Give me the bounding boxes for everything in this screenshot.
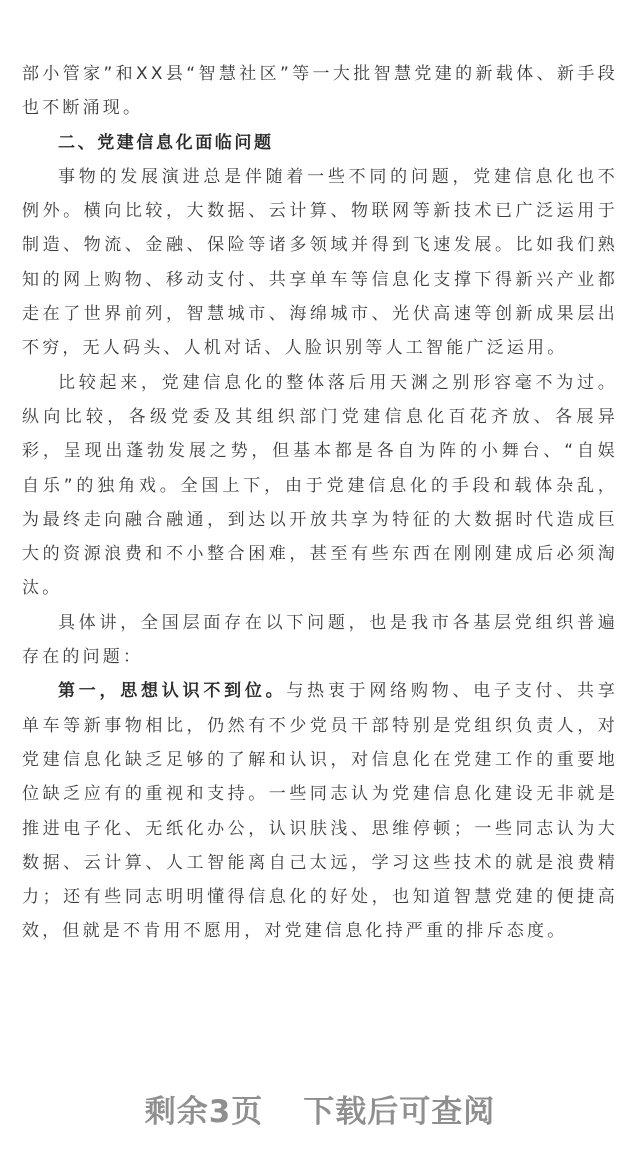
point-one-body: 与热衷于网络购物、电子支付、共享单车等新事物相比，仍然有不少党员干部特别是党组织负责人，对党建信息化缺乏足够的了解和认识，对信息化在党建工作的重要地位缺乏应有的重视和支持。一些同志认为党建信息化建设无非就是推进电子化、无纸化办公，认识肤浅、思维停顿；一些同志认为大数据、云计算、人工智能离自己太远，学习这些技术的就是浪费精力；还有些同志明明懂得信息化的好处，也知道智慧党建的便捷高效，但就是不肯用不愿用，对党建信息化持严重的排斥态度。 [22, 681, 618, 942]
section-heading: 二、党建信息化面临问题 [58, 132, 274, 153]
document-body [22, 57, 618, 949]
paragraph-specific: 具体讲，全国层面存在以下问题，也是我市各基层党组织普遍存在的问题： [22, 612, 618, 668]
paragraph-development: 事物的发展演进总是伴随着一些不同的问题，党建信息化也不例外。横向比较，大数据、云计算、物联网等新技术已广泛运用于制造、物流、金融、保险等诸多领域并得到飞速发展。比如我们熟知的网上购物、移动支付、共享单车等信息化支撑下得新兴产业都走在了世界前列，智慧城市、海绵城市、光伏高速等创新成果层出不穷，无人码头、人机对话、人脸识别等人工智能广泛运用。 [22, 166, 618, 359]
remaining-pages-label: 剩余3页 [144, 1094, 264, 1130]
paragraph-comparison: 比较起来，党建信息化的整体落后用天渊之别形容毫不为过。纵向比较，各级党委及其组织部门党建信息化百花齐放、各展异彩，呈现出蓬勃发展之势，但基本都是各自为阵的小舞台、“自娱自乐”的独角戏。全国上下，由于党建信息化的手段和载体杂乱，为最终走向融合融通，到达以开放共享为特征的大数据时代造成巨大的资源浪费和不小整合困难，甚至有些东西在刚刚建成后必须淘汰。 [22, 372, 618, 599]
download-to-view-label: 下载后可查阅 [303, 1094, 496, 1130]
download-prompt[interactable] [0, 1086, 640, 1131]
paragraph-point-one [22, 674, 618, 948]
point-one-title: 第一，思想认识不到位。 [58, 681, 287, 702]
paragraph-continued: 部小管家”和XX县“智慧社区”等一大批智慧党建的新载体、新手段也不断涌现。 [22, 64, 618, 119]
